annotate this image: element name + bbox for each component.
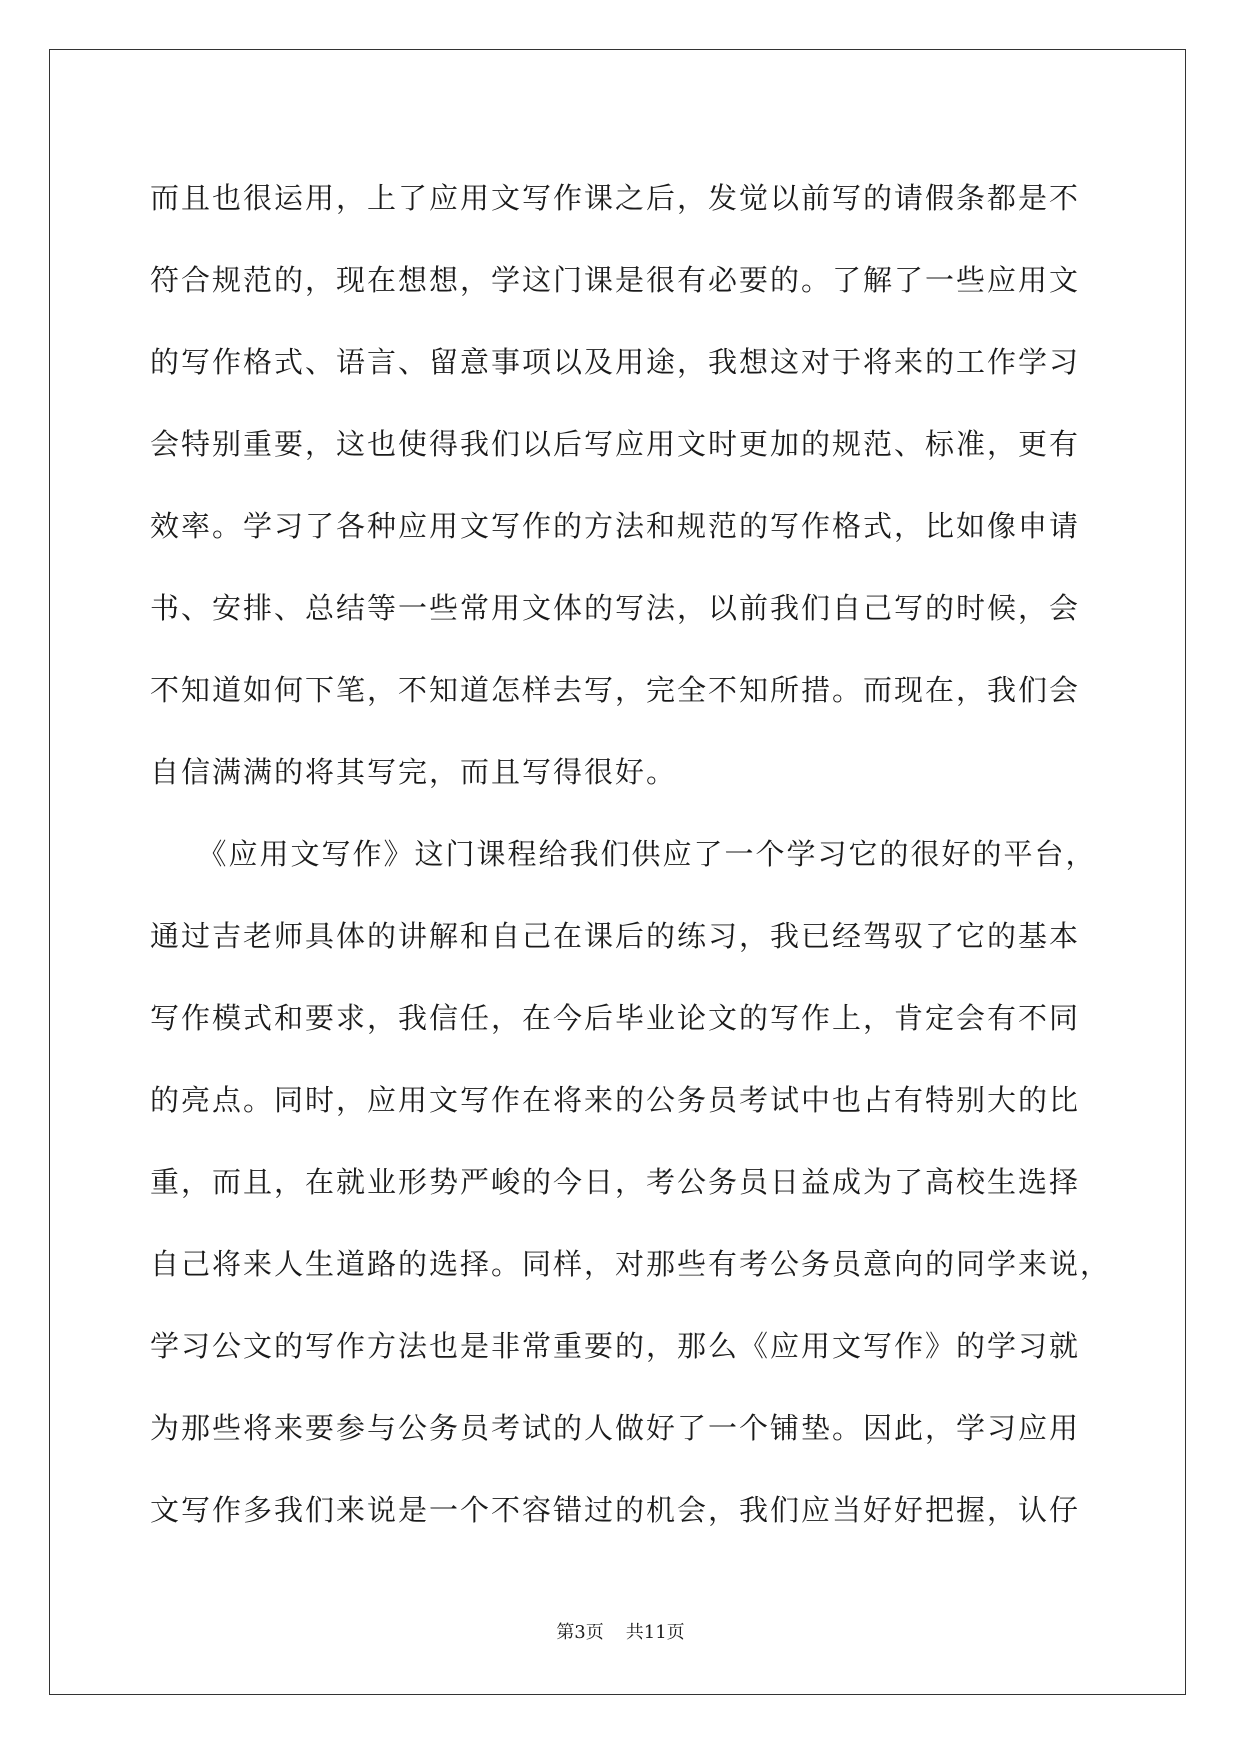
text-line: 的亮点。同时，应用文写作在将来的公务员考试中也占有特别大的比 (150, 1083, 1081, 1117)
text-line: 《应用文写作》这门课程给我们供应了一个学习它的很好的平台， (150, 837, 1097, 871)
text-line: 写作模式和要求，我信任，在今后毕业论文的写作上，肯定会有不同 (150, 1001, 1081, 1035)
page-footer (0, 1618, 1241, 1644)
text-line: 为那些将来要参与公务员考试的人做好了一个铺垫。因此，学习应用 (150, 1411, 1081, 1445)
text-line: 符合规范的，现在想想，学这门课是很有必要的。了解了一些应用文 (150, 263, 1081, 297)
text-line: 而且也很运用，上了应用文写作课之后，发觉以前写的请假条都是不 (150, 181, 1081, 215)
text-line: 自信满满的将其写完，而且写得很好。 (150, 755, 678, 789)
text-line: 学习公文的写作方法也是非常重要的，那么《应用文写作》的学习就 (150, 1329, 1081, 1363)
text-line: 通过吉老师具体的讲解和自己在课后的练习，我已经驾驭了它的基本 (150, 919, 1081, 953)
text-line: 书、安排、总结等一些常用文体的写法，以前我们自己写的时候，会 (150, 591, 1081, 625)
text-line: 不知道如何下笔，不知道怎样去写，完全不知所措。而现在，我们会 (150, 673, 1081, 707)
page-total: 共11页 (625, 1622, 685, 1643)
page-number: 第3页 (556, 1622, 604, 1643)
text-line: 的写作格式、语言、留意事项以及用途，我想这对于将来的工作学习 (150, 345, 1081, 379)
text-line: 自己将来人生道路的选择。同样，对那些有考公务员意向的同学来说， (150, 1247, 1112, 1281)
document-body (150, 157, 1112, 1551)
text-line: 文写作多我们来说是一个不容错过的机会，我们应当好好把握，认仔 (150, 1493, 1081, 1527)
text-line: 重，而且，在就业形势严峻的今日，考公务员日益成为了高校生选择 (150, 1165, 1081, 1199)
text-line: 效率。学习了各种应用文写作的方法和规范的写作格式，比如像申请 (150, 509, 1081, 543)
text-line: 会特别重要，这也使得我们以后写应用文时更加的规范、标准，更有 (150, 427, 1081, 461)
